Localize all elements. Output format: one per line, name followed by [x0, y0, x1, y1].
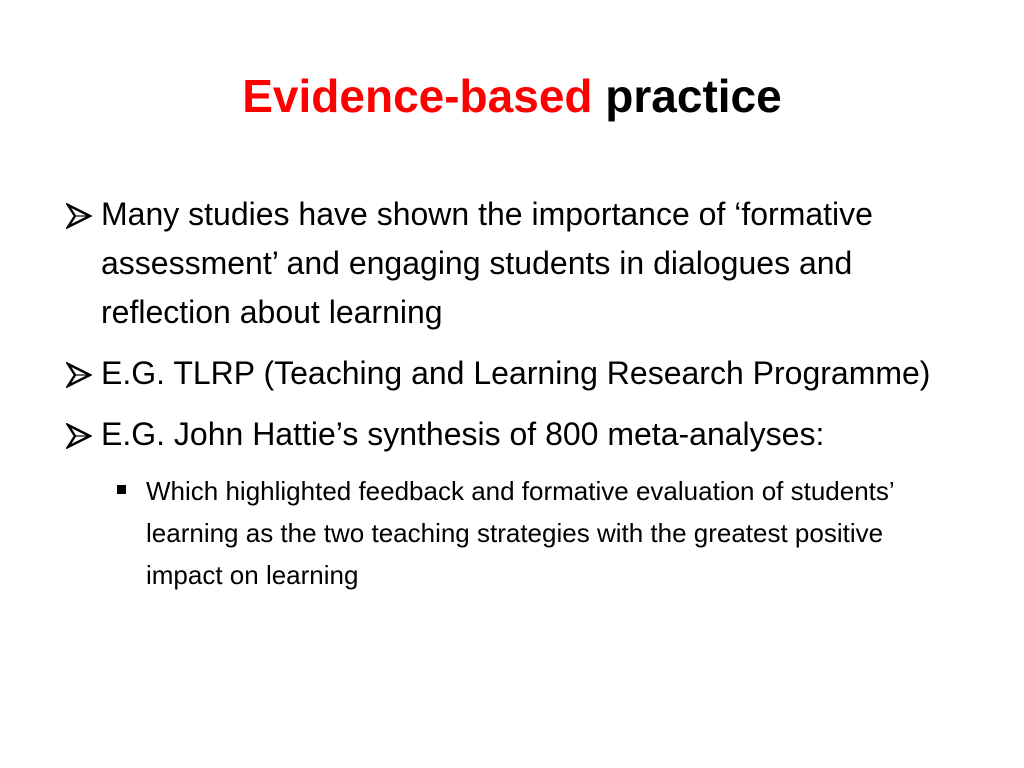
- bullet-text: E.G. TLRP (Teaching and Learning Research Programme): [101, 355, 931, 391]
- bullet-text: Many studies have shown the importance of ‘formative assessment’ and engaging students in dialogues and reflection about learning: [101, 196, 873, 330]
- bullet-text: E.G. John Hattie’s synthesis of 800 meta-analyses:: [101, 416, 825, 452]
- bullet-item: [66, 190, 966, 337]
- arrowhead-bullet-icon: [66, 362, 92, 388]
- arrowhead-bullet-icon: [66, 203, 92, 229]
- sub-bullet-item: [113, 470, 966, 596]
- arrowhead-bullet-icon: [66, 423, 92, 449]
- bullet-item: [66, 410, 966, 459]
- sub-bullet-text: Which highlighted feedback and formative evaluation of students’ learning as the two teaching strategies with the greatest positive impact on learning: [146, 476, 894, 590]
- slide-title-rest: practice: [605, 70, 782, 122]
- bullet-item: [66, 349, 966, 398]
- square-bullet-icon: [117, 485, 126, 494]
- slide-title-accent: Evidence-based: [242, 70, 593, 122]
- slide-title: [0, 64, 1024, 128]
- bullet-list: [66, 190, 966, 596]
